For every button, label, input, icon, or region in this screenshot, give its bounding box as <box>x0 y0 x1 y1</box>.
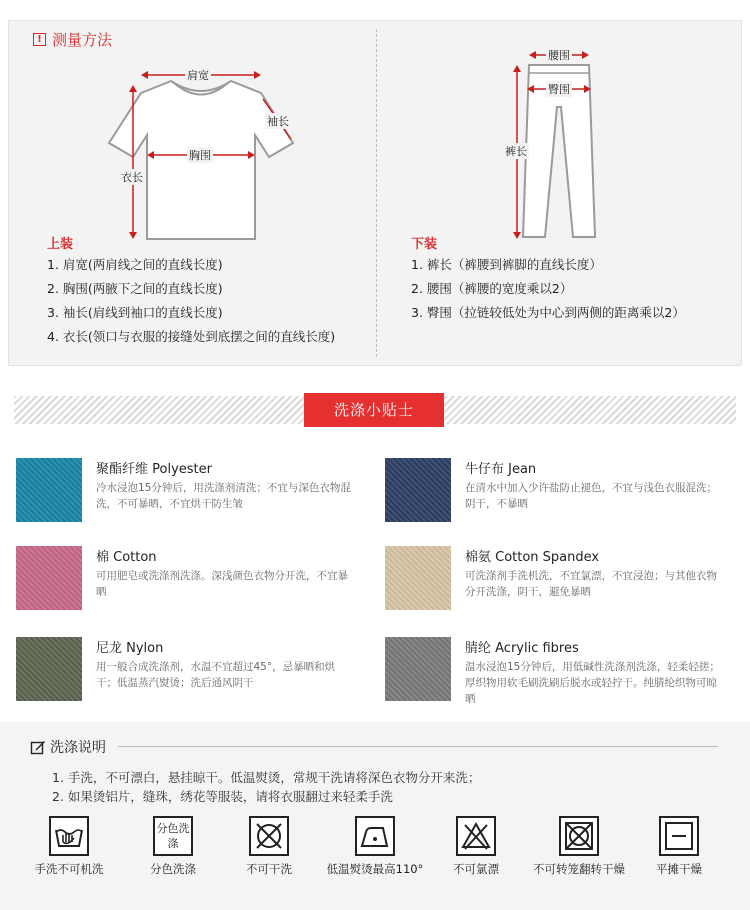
tag-hip: 臀围 <box>548 83 570 96</box>
fabric-polyester <box>16 458 376 528</box>
pants-figure <box>499 47 619 247</box>
fabric-swatch <box>385 637 451 701</box>
tag-shoulder: 肩宽 <box>187 69 209 82</box>
fabric-jean <box>385 458 745 528</box>
bottoms-item: 2. 腰围（裤腰的宽度乘以2） <box>411 281 573 296</box>
fabric-swatch <box>16 458 82 522</box>
fabric-cotton <box>16 546 376 616</box>
care-label: 不可氯漂 <box>453 862 499 876</box>
care-label: 不可干洗 <box>246 862 292 876</box>
bottoms-label: 下装 <box>411 237 438 252</box>
fabric-swatch <box>16 546 82 610</box>
tips-title: 洗涤小贴士 <box>304 393 444 427</box>
fabric-desc: 温水浸泡15分钟后，用低碱性洗涤剂洗涤，轻柔轻搓；厚织物用软毛刷洗刷后脱水或轻拧干。纯腈纶织物可晾晒 <box>465 661 720 705</box>
tops-label: 上装 <box>47 237 74 252</box>
tag-chest: 胸围 <box>189 149 211 162</box>
care-dry-flat <box>624 816 734 877</box>
fabric-cotton-spandex <box>385 546 745 616</box>
tag-waist: 腰围 <box>548 49 570 62</box>
warning-icon: ! <box>33 33 46 46</box>
tag-pants-length: 裤长 <box>505 145 527 158</box>
care-no-tumble-dry <box>524 816 634 877</box>
wash-title: 洗涤说明 <box>50 740 106 756</box>
care-no-bleach <box>421 816 531 877</box>
fabric-name: 牛仔布 Jean <box>465 462 537 477</box>
tops-item: 4. 衣长(领口与衣服的接缝处到底摆之间的直线长度) <box>47 329 336 344</box>
fabric-acrylic <box>385 637 745 707</box>
bottoms-list <box>411 253 685 325</box>
tops-item: 2. 胸围(两腋下之间的直线长度) <box>47 281 223 296</box>
tag-length: 衣长 <box>121 171 143 184</box>
measurement-title-text: 测量方法 <box>52 31 113 49</box>
fabric-nylon <box>16 637 376 707</box>
wash-header <box>30 737 106 757</box>
fabric-desc: 用一般合成洗涤剂，水温不宜超过45°，忌暴晒和烘干；低温蒸汽熨烫；洗后通风阴干 <box>96 661 336 689</box>
fabric-name: 棉 Cotton <box>96 550 157 565</box>
fabric-name: 聚酯纤维 Polyester <box>96 462 212 477</box>
care-label: 手洗不可机洗 <box>34 862 104 876</box>
separate-color-text: 分色洗涤 <box>156 822 190 850</box>
care-label: 平摊干燥 <box>656 862 702 876</box>
care-no-dry-clean <box>214 816 324 877</box>
tag-sleeve: 袖长 <box>267 115 289 128</box>
wash-item: 1. 手洗，不可漂白，悬挂晾干。低温熨烫，常规干洗请将深色衣物分开来洗； <box>52 770 481 785</box>
edit-icon <box>30 739 46 755</box>
fabric-name: 尼龙 Nylon <box>96 641 164 656</box>
tshirt-figure <box>101 57 301 247</box>
fabric-name: 腈纶 Acrylic fibres <box>465 641 579 656</box>
fabric-name: 棉氨 Cotton Spandex <box>465 550 600 565</box>
care-label: 不可转笼翻转干燥 <box>533 862 625 876</box>
bottoms-item: 1. 裤长（裤腰到裤脚的直线长度） <box>411 257 602 272</box>
measurement-title <box>33 29 112 50</box>
iron-low-icon <box>355 816 395 856</box>
hand-wash-icon <box>49 816 89 856</box>
care-hand-wash <box>14 816 124 877</box>
care-iron-low <box>320 816 430 877</box>
no-dry-clean-icon <box>249 816 289 856</box>
no-bleach-icon <box>456 816 496 856</box>
care-label: 低温熨烫最高110° <box>326 862 424 876</box>
wash-list <box>52 768 480 806</box>
no-tumble-dry-icon <box>559 816 599 856</box>
section-divider <box>376 29 377 357</box>
tops-item: 1. 肩宽(两肩线之间的直线长度) <box>47 257 223 272</box>
dry-flat-icon <box>659 816 699 856</box>
fabric-desc: 在清水中加入少许盐防止褪色，不宜与浅色衣服混洗；阴干，不暴晒 <box>465 482 717 510</box>
wash-panel <box>0 722 750 910</box>
fabric-swatch <box>16 637 82 701</box>
tops-list <box>47 253 335 349</box>
wash-header-rule <box>118 746 718 747</box>
care-label: 分色洗涤 <box>150 862 196 876</box>
bottoms-item: 3. 臀围（拉链较低处为中心到两侧的距离乘以2） <box>411 305 685 320</box>
fabric-desc: 可用肥皂或洗涤剂洗涤。深浅颜色衣物分开洗，不宜暴晒 <box>96 570 348 598</box>
fabric-swatch <box>385 458 451 522</box>
separate-color-icon <box>153 816 193 856</box>
care-separate-color <box>118 816 228 877</box>
wash-item: 2. 如果烫铝片，缝珠，绣花等服装，请将衣服翻过来轻柔手洗 <box>52 789 393 804</box>
fabric-desc: 冷水浸泡15分钟后，用洗涤剂清洗；不宜与深色衣物混洗，不可暴晒，不宜烘干防生皱 <box>96 482 351 510</box>
measurement-panel <box>8 20 742 366</box>
fabric-desc: 可洗涤剂手洗机洗，不宜氯漂，不宜浸泡；与其他衣物分开洗涤，阴干，避免暴晒 <box>465 570 717 598</box>
fabric-swatch <box>385 546 451 610</box>
tops-item: 3. 袖长(肩线到袖口的直线长度) <box>47 305 223 320</box>
